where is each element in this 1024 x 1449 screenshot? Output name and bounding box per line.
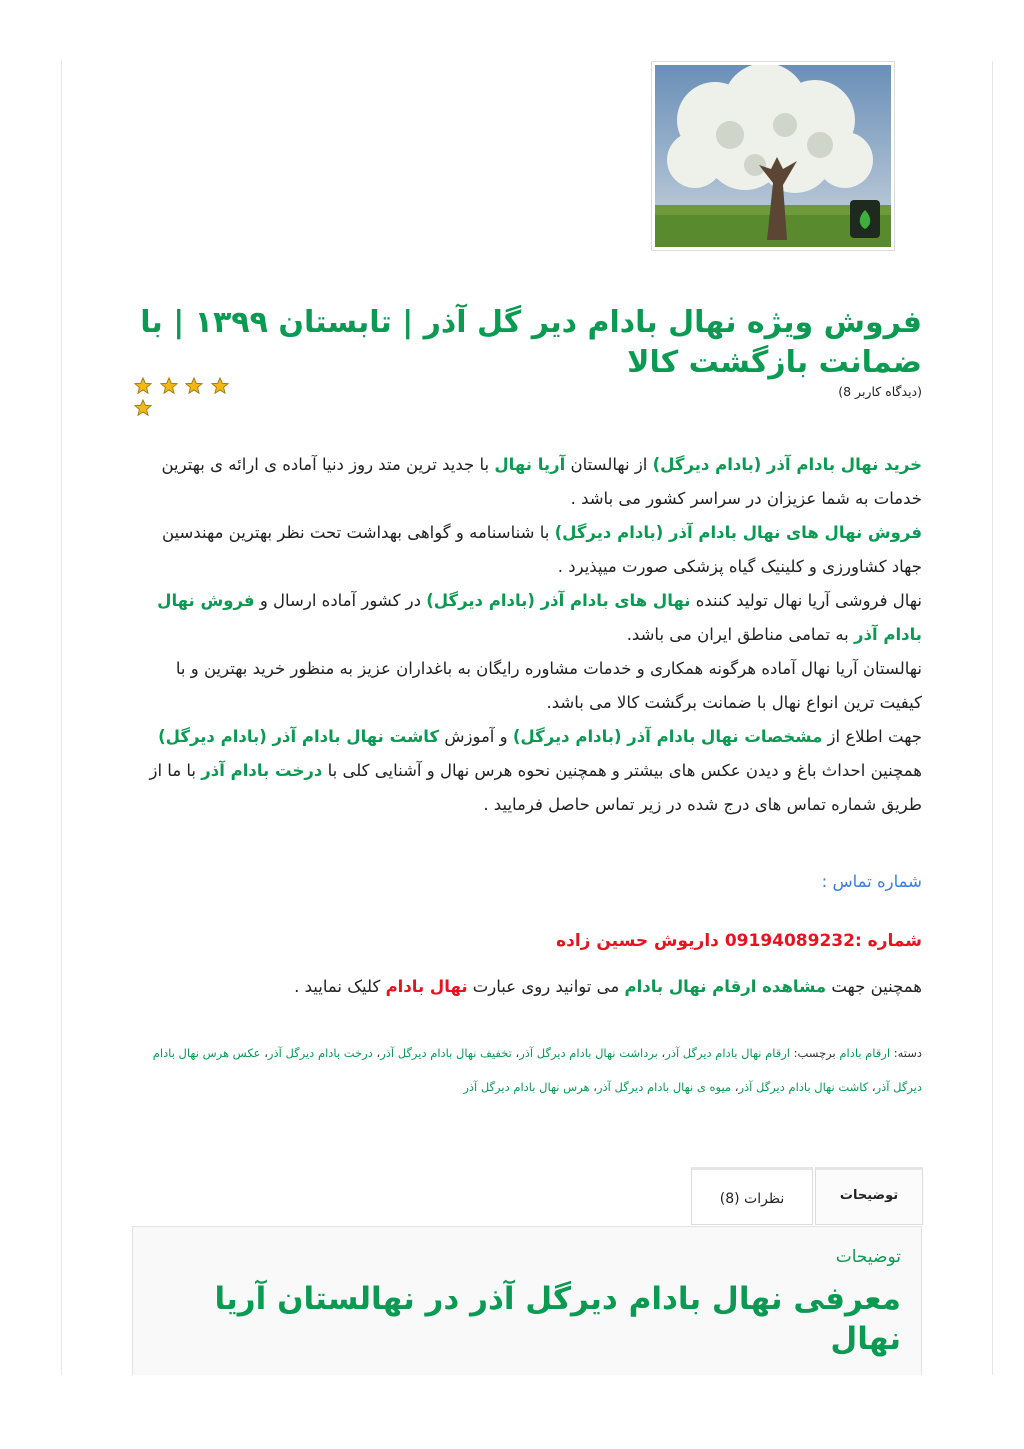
category-label: دسته: — [890, 1046, 922, 1060]
text-run: همچنین احداث باغ و دیدن عکس های بیشتر و همچنین نحوه هرس نهال و آشنایی کلی با — [322, 761, 922, 780]
tab-description[interactable]: توضیحات — [815, 1167, 923, 1225]
tag-link[interactable]: برداشت نهال بادام دیرگل آذر — [519, 1046, 658, 1060]
text-run: و آموزش — [439, 727, 513, 746]
almond-tree-photo — [655, 65, 891, 247]
description-paragraph — [134, 448, 922, 516]
highlight-link[interactable]: نهال های بادام آذر (بادام دیرگل) — [426, 591, 691, 610]
tag-separator: ، — [372, 1046, 381, 1060]
highlight-link[interactable]: فروش نهال های نهال بادام آذر (بادام دیرگل) — [554, 523, 922, 542]
tag-separator: ، — [260, 1046, 268, 1060]
text-run: با شناسنامه و گواهی بهداشت تحت نظر بهترین مهندسین جهاد کشاورزی و کلینیک گیاه پزشکی صورت میپذیرد . — [161, 523, 922, 576]
text-run: در کشور آماده ارسال و — [254, 591, 427, 610]
tag-link[interactable]: عکس هرس نهال بادام دیرگل آذر — [152, 1046, 922, 1094]
text-run: با جدید ترین متد روز دنیا آماده ی ارائه ی بهترین خدمات به شما عزیزان در سراسر کشور می باشد . — [161, 455, 922, 508]
text-run: با ما از طریق شماره تماس های درج شده در زیر تماس حاصل فرمایید . — [149, 761, 922, 814]
text-run: جهت اطلاع از — [822, 727, 922, 746]
category-link[interactable]: ارقام بادام — [839, 1046, 891, 1060]
reviews-count-link[interactable]: (دیدگاه کاربر 8) — [838, 384, 922, 399]
description-paragraph — [134, 584, 922, 652]
product-title: فروش ویژه نهال بادام دیر گل آذر | تابستان ۱۳۹۹ | با ضمانت بازگشت کالا — [140, 305, 922, 380]
contact-label: شماره تماس : — [821, 872, 922, 891]
tag-link[interactable]: ارقام نهال بادام دیرگل آذر — [665, 1046, 790, 1060]
tags-label: برچسب: — [789, 1046, 840, 1060]
highlight-link[interactable]: خرید نهال بادام آذر (بادام دیرگل) — [652, 455, 922, 474]
see-also-text — [134, 977, 922, 996]
text-run: نهال فروشی آریا نهال تولید کننده — [690, 591, 922, 610]
product-description — [134, 448, 922, 822]
highlight-link[interactable]: کاشت نهال بادام آذر (بادام دیرگل) — [158, 727, 440, 746]
highlight-link[interactable]: فروش نهال بادام آذر — [157, 591, 922, 644]
highlight-link[interactable]: نهال بادام — [385, 977, 468, 996]
text-run: می توانید روی عبارت — [467, 977, 625, 996]
text-run: به تمامی مناطق ایران می باشد. — [626, 625, 855, 644]
tag-link[interactable]: تخفیف نهال بادام دیرگل آذر — [380, 1046, 512, 1060]
description-paragraph — [134, 720, 922, 822]
tag-separator: ، — [731, 1080, 739, 1094]
highlight-link[interactable]: مشاهده ارقام نهال بادام — [624, 977, 827, 996]
star-icon — [134, 399, 152, 417]
tab-reviews[interactable]: نظرات (8) — [691, 1167, 813, 1225]
panel-title: معرفی نهال بادام دیرگل آذر در نهالستان آریا نهال — [214, 1281, 901, 1357]
product-meta — [134, 1036, 922, 1104]
highlight-link[interactable]: آریا نهال — [494, 455, 566, 474]
tag-separator: ، — [657, 1046, 666, 1060]
text-run: همچنین جهت — [826, 977, 922, 996]
text-run: نهالستان آریا نهال آماده هرگونه همکاری و خدمات مشاوره رایگان به باغداران عزیز به منظور خرید بهترین و با کیفیت ترین انواع نهال با ضمانت برگشت کالا می باشد. — [175, 659, 922, 712]
tag-separator: ، — [589, 1080, 597, 1094]
highlight-link[interactable]: مشخصات نهال بادام آذر (بادام دیرگل) — [512, 727, 823, 746]
description-paragraph — [134, 516, 922, 584]
product-image[interactable] — [651, 61, 895, 251]
tag-link[interactable]: کاشت نهال بادام دیرگل آذر — [738, 1080, 869, 1094]
tag-separator: ، — [868, 1080, 876, 1094]
text-run: از نهالستان — [565, 455, 653, 474]
highlight-link[interactable]: درخت بادام آذر — [201, 761, 323, 780]
description-panel — [132, 1226, 922, 1375]
panel-heading: توضیحات — [835, 1247, 901, 1267]
tag-link[interactable]: هرس نهال بادام دیرگل آذر — [463, 1080, 590, 1094]
description-paragraph — [134, 652, 922, 720]
tag-link[interactable]: درخت بادام دیرگل آذر — [267, 1046, 373, 1060]
phone-number: شماره :09194089232 داریوش حسین زاده — [556, 931, 922, 951]
product-page — [61, 61, 993, 1375]
tag-separator: ، — [511, 1046, 520, 1060]
product-tabs — [691, 1167, 923, 1227]
text-run: کلیک نمایید . — [294, 977, 386, 996]
tag-link[interactable]: میوه ی نهال بادام دیرگل آذر — [596, 1080, 732, 1094]
